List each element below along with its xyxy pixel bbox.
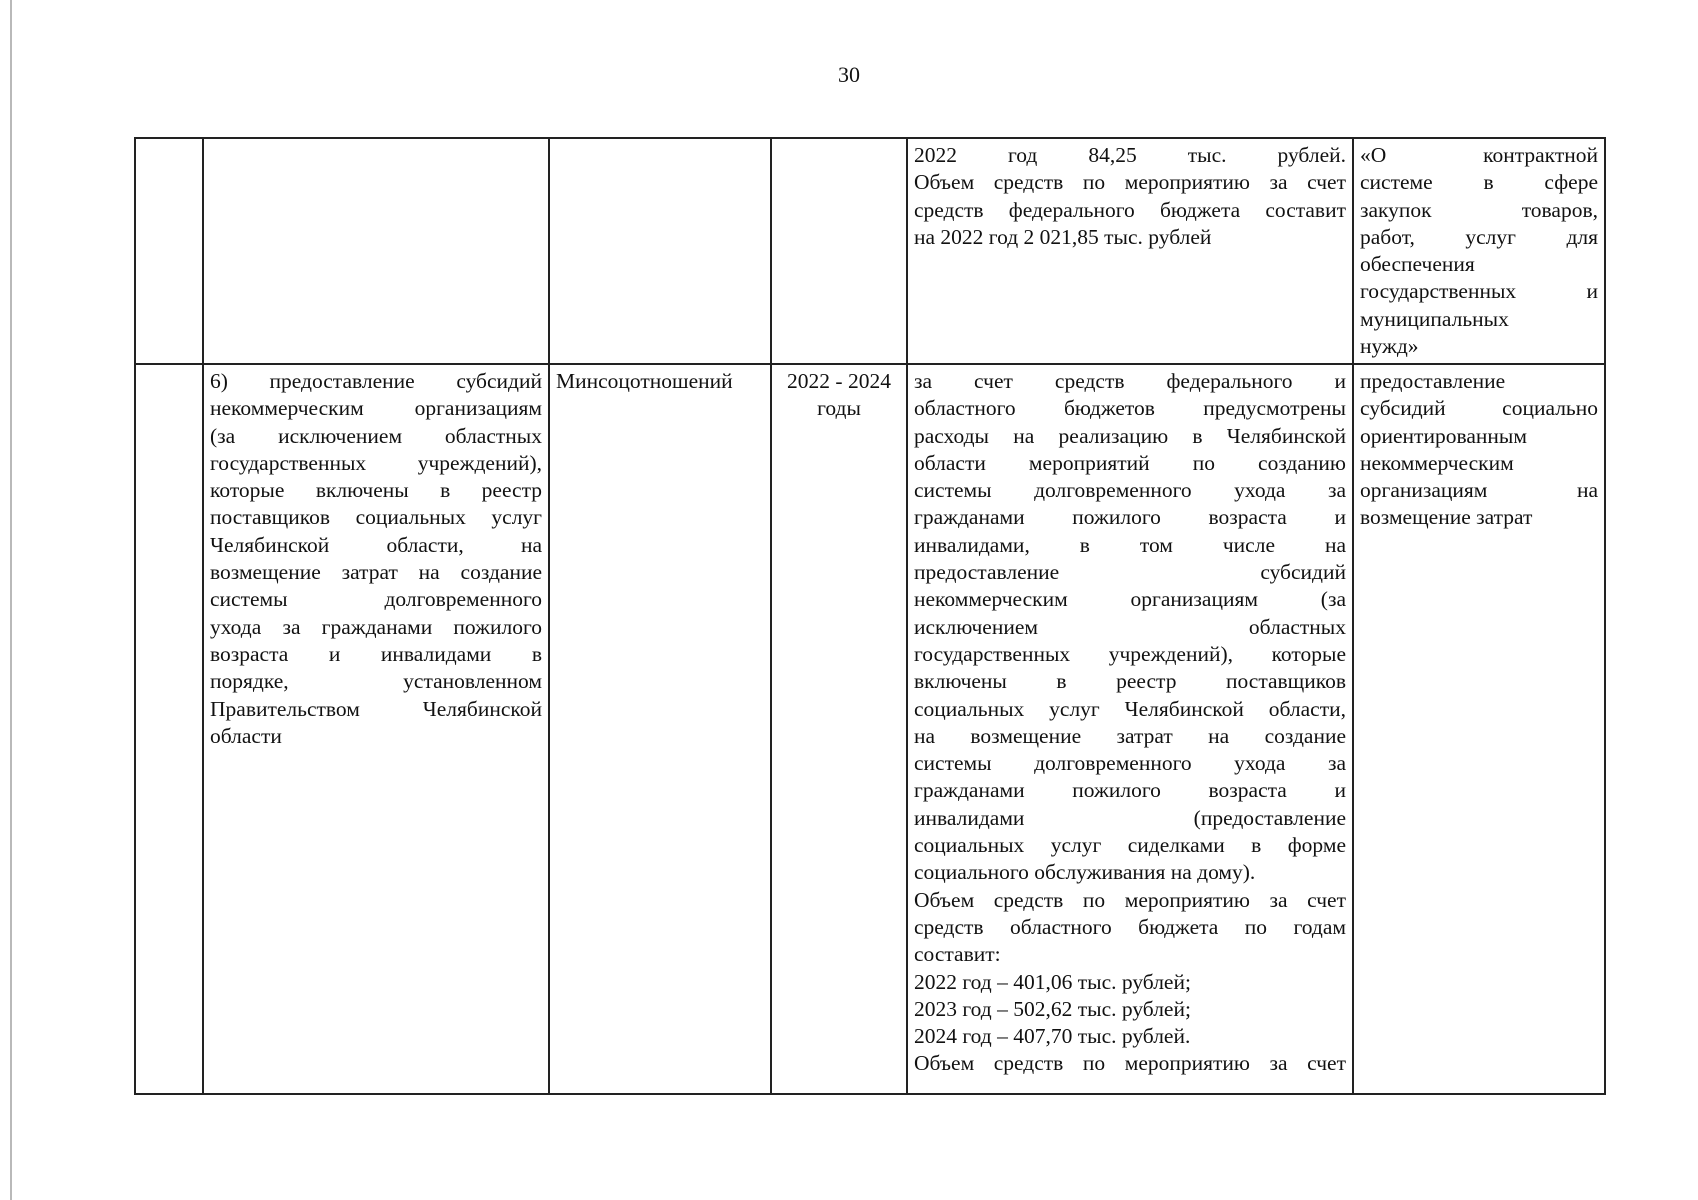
cell-result: [1353, 364, 1605, 1094]
cell-period: [771, 138, 907, 364]
cell-responsible: [549, 364, 771, 1094]
cell-period: [771, 364, 907, 1094]
text-line: инвалидами (предоставление: [914, 805, 1346, 830]
text-line: Правительством Челябинской: [210, 696, 542, 721]
text-line: 2023 год – 502,62 тыс. рублей;: [914, 996, 1191, 1021]
text-line: исключением областных: [914, 614, 1346, 639]
cell-description: [907, 364, 1353, 1094]
text-line: возмещение затрат: [1360, 505, 1533, 530]
text-line: предоставление: [1360, 369, 1506, 393]
text-line: работ, услуг для: [1360, 224, 1598, 249]
text-line: системы долговременного ухода за: [914, 478, 1346, 503]
text-line: включены в реестр поставщиков: [914, 669, 1346, 694]
text-line: возраста и инвалидами в: [210, 641, 542, 666]
text-line: на 2022 год 2 021,85 тыс. рублей: [914, 224, 1212, 249]
cell-number: [135, 138, 203, 364]
text-line: некоммерческим: [1360, 450, 1514, 475]
text-line: за счет средств федерального и: [914, 369, 1346, 393]
text-line: государственных учреждений), которые: [914, 641, 1346, 666]
text-line: которые включены в реестр: [210, 478, 542, 503]
text-line: государственных учреждений),: [210, 450, 542, 475]
text-line: составит:: [914, 942, 1001, 967]
cell-activity: [203, 138, 549, 364]
responsible-body: Минсоцотношений: [556, 369, 733, 393]
text-line: 2022 - 2024: [787, 369, 891, 393]
text-line: организациям на: [1360, 478, 1598, 503]
cell-activity: [203, 364, 549, 1094]
text-line: Объем средств по мероприятию за счет: [914, 1051, 1346, 1076]
text-line: Челябинской области, на: [210, 532, 542, 557]
text-line: Объем средств по мероприятию за счет: [914, 887, 1346, 912]
text-line: области: [210, 723, 282, 748]
text-line: субсидий социально: [1360, 396, 1598, 421]
text-line: «О контрактной: [1360, 143, 1598, 167]
cell-number: [135, 364, 203, 1094]
text-line: государственных и: [1360, 279, 1598, 304]
text-line: Объем средств по мероприятию за счет: [914, 170, 1346, 195]
scan-edge-line: [10, 0, 12, 1200]
program-activities-table: [134, 137, 1606, 1095]
text-line: поставщиков социальных услуг: [210, 505, 542, 530]
text-line: порядке, установленном: [210, 669, 542, 694]
text-line: 2022 год 84,25 тыс. рублей.: [914, 143, 1346, 167]
text-line: социального обслуживания на дому).: [914, 860, 1256, 885]
text-line: областного бюджетов предусмотрены: [914, 396, 1346, 421]
text-line: области мероприятий по созданию: [914, 450, 1346, 475]
text-line: инвалидами, в том числе на: [914, 532, 1346, 557]
text-line: некоммерческим организациям: [210, 396, 542, 421]
text-line: муниципальных: [1360, 306, 1509, 331]
text-line: на возмещение затрат на создание: [914, 723, 1346, 748]
text-line: системы долговременного ухода за: [914, 751, 1346, 776]
text-line: (за исключением областных: [210, 423, 542, 448]
page-number: 30: [838, 62, 860, 87]
text-line: 2022 год – 401,06 тыс. рублей;: [914, 969, 1191, 994]
text-line: нужд»: [1360, 334, 1419, 359]
text-line: закупок товаров,: [1360, 197, 1598, 222]
text-line: социальных услуг сиделками в форме: [914, 833, 1346, 858]
text-line: средств федерального бюджета составит: [914, 197, 1346, 222]
text-line: расходы на реализацию в Челябинской: [914, 423, 1346, 448]
table-row: [135, 364, 1605, 1094]
text-line: 6) предоставление субсидий: [210, 369, 542, 393]
table-row: [135, 138, 1605, 364]
text-line: гражданами пожилого возраста и: [914, 778, 1346, 803]
text-line: гражданами пожилого возраста и: [914, 505, 1346, 530]
text-line: ориентированным: [1360, 423, 1527, 448]
text-line: возмещение затрат на создание: [210, 560, 542, 585]
cell-description: [907, 138, 1353, 364]
text-line: некоммерческим организациям (за: [914, 587, 1346, 612]
text-line: системы долговременного: [210, 587, 542, 612]
cell-responsible: [549, 138, 771, 364]
text-line: обеспечения: [1360, 252, 1475, 277]
text-line: годы: [817, 396, 861, 421]
text-line: 2024 год – 407,70 тыс. рублей.: [914, 1024, 1191, 1049]
text-line: предоставление субсидий: [914, 560, 1346, 585]
cell-result: [1353, 138, 1605, 364]
text-line: системе в сфере: [1360, 170, 1598, 195]
text-line: средств областного бюджета по годам: [914, 914, 1346, 939]
text-line: социальных услуг Челябинской области,: [914, 696, 1346, 721]
text-line: ухода за гражданами пожилого: [210, 614, 542, 639]
